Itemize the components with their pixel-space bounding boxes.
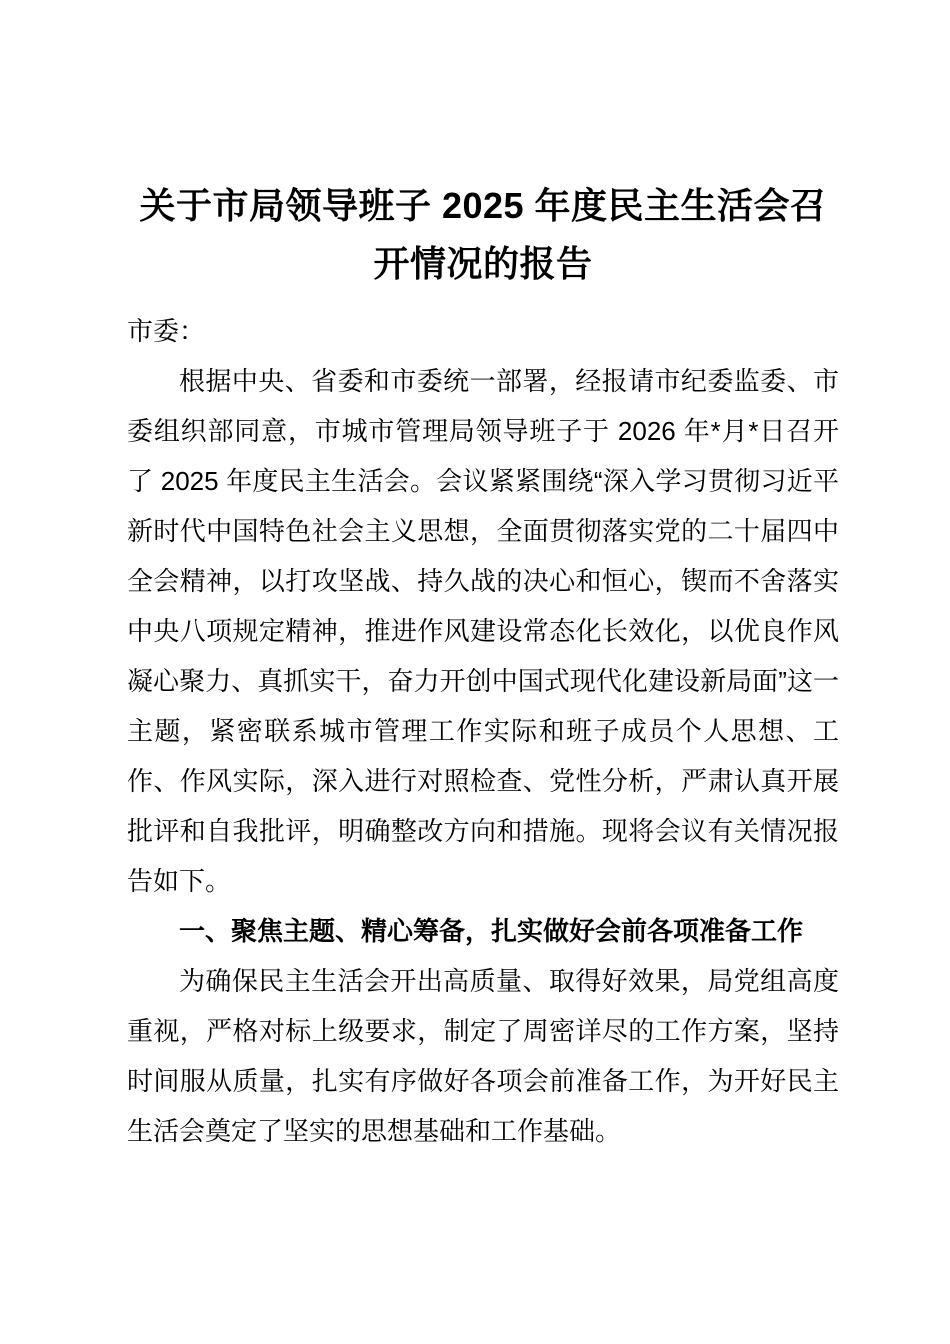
section-heading-1: 一、聚焦主题、精心筹备，扎实做好会前各项准备工作 [179,916,804,946]
document-body [127,306,839,1156]
salutation: 市委： [127,316,206,346]
document-title: 关于市局领导班子 2025 年度民主生活会召开情况的报告 [139,185,827,284]
paragraph-preparation: 为确保民主生活会开出高质量、取得好效果，局党组高度重视，严格对标上级要求，制定了周密详尽的工作方案，坚持时间服从质量，扎实有序做好各项会前准备工作，为开好民主生活会奠定了坚实的思想基础和工作基础。 [127,966,839,1146]
paragraph-intro: 根据中央、省委和市委统一部署，经报请市纪委监委、市委组织部同意，市城市管理局领导班子于 2026 年*月*日召开了 2025 年度民主生活会。会议紧紧围绕“深入学习贯彻习近平新时代中国特色社会主义思想，全面贯彻落实党的二十届四中全会精神，以打攻坚战、持久战的决心和恒心，锲而不舍落实中央八项规定精神，推进作风建设常态化长效化，以优良作风凝心聚力、真抓实干，奋力开创中国式现代化建设新局面”这一主题，紧密联系城市管理工作实际和班子成员个人思想、工作、作风实际，深入进行对照检查、党性分析，严肃认真开展批评和自我批评，明确整改方向和措施。现将会议有关情况报告如下。 [127,366,839,896]
